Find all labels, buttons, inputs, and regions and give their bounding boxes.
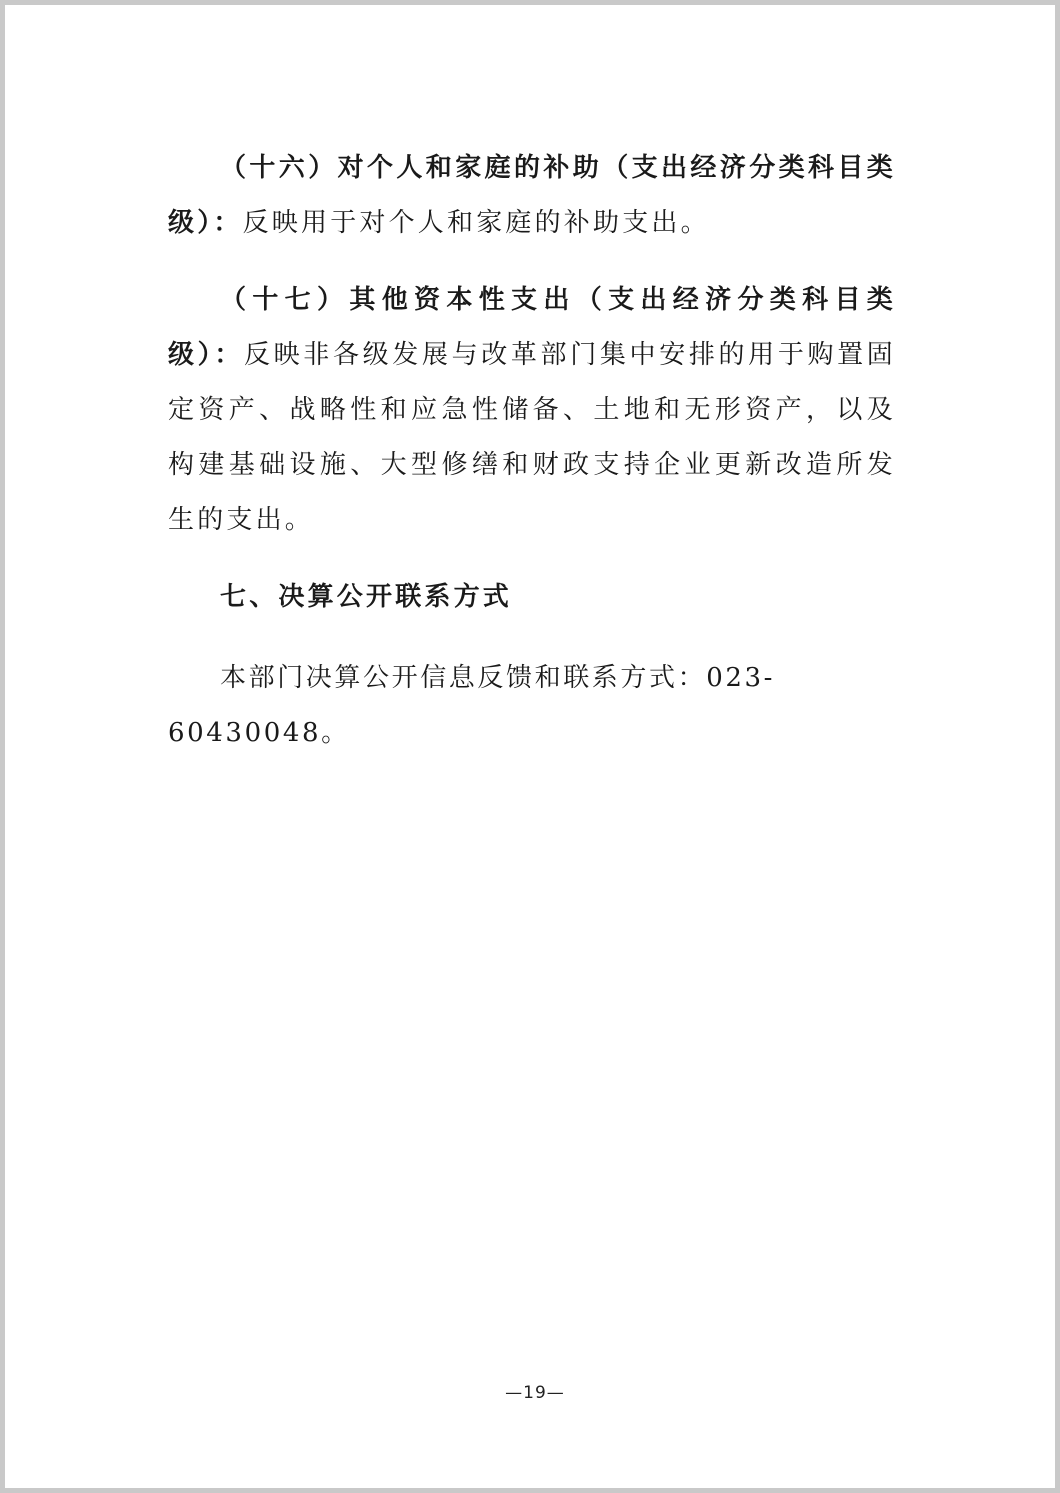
item-17-body: 反映非各级发展与改革部门集中安排的用于购置固定资产、战略性和应急性储备、土地和无形资产，以及构建基础设施、大型修缮和财政支持企业更新改造所发生的支出。 bbox=[168, 340, 896, 535]
item-16-body: 反映用于对个人和家庭的补助支出。 bbox=[242, 208, 710, 238]
paragraph-item-16 bbox=[168, 141, 896, 251]
contact-info: 本部门决算公开信息反馈和联系方式：023-60430048。 bbox=[168, 663, 776, 748]
item-17-heading: （十七）其他资本性支出（支出经济分类科目类级）： bbox=[168, 285, 896, 370]
section-heading-contact: 七、决算公开联系方式 bbox=[220, 582, 513, 612]
paragraph-item-17 bbox=[168, 273, 896, 548]
page-number: —19— bbox=[505, 1383, 565, 1403]
page-content bbox=[168, 141, 896, 761]
item-16-heading: （十六）对个人和家庭的补助（支出经济分类科目类级）： bbox=[168, 153, 896, 238]
